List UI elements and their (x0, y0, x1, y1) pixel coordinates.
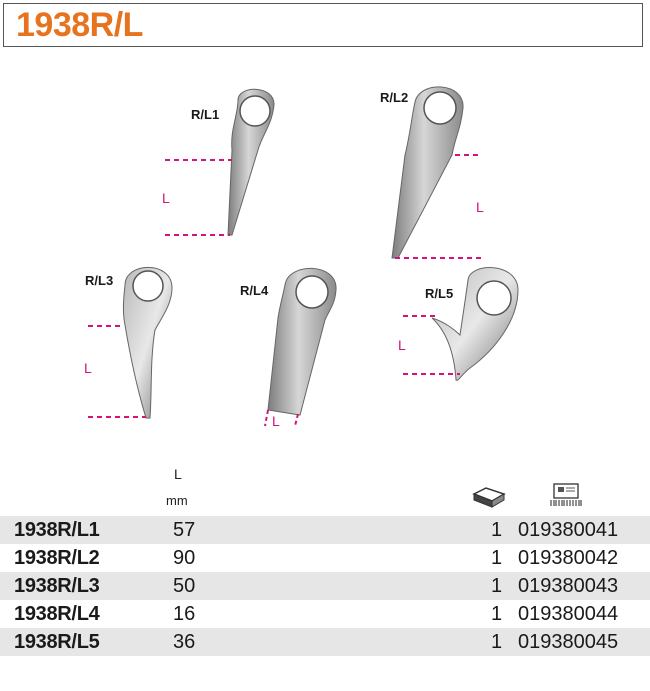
barcode-icon (548, 483, 584, 507)
table-row (0, 628, 650, 656)
blade-label-rl4: R/L4 (240, 283, 269, 298)
column-header-length: L (174, 466, 182, 482)
quantity-value: 1 (491, 631, 503, 653)
dim-label-l2: L (476, 199, 484, 215)
length-value: 50 (173, 575, 196, 597)
quantity-value: 1 (491, 547, 503, 569)
blade-rl5 (425, 268, 518, 381)
table-row (0, 600, 650, 628)
product-code: 1938R/L4 (14, 603, 100, 625)
dim-line (295, 414, 298, 426)
blades-illustration (0, 60, 650, 460)
article-number: 019380042 (518, 547, 619, 569)
dim-label-l5: L (398, 337, 406, 353)
blade-label-rl3: R/L3 (85, 273, 114, 288)
dim-label-l3: L (84, 360, 92, 376)
length-value: 57 (173, 519, 196, 541)
column-header-unit: mm (166, 493, 188, 508)
blade-label-rl2: R/L2 (380, 90, 409, 105)
table-row (0, 544, 650, 572)
length-value: 90 (173, 547, 196, 569)
blade-rl1 (191, 89, 274, 235)
page-title: 1938R/L (16, 6, 143, 44)
table-row (0, 516, 650, 544)
blade-rl2 (380, 87, 463, 258)
package-icon (472, 486, 506, 508)
dim-line (265, 410, 268, 426)
dim-label-l4: L (272, 413, 280, 429)
quantity-value: 1 (491, 519, 503, 541)
table-row (0, 572, 650, 600)
product-code: 1938R/L5 (14, 631, 100, 653)
blade-label-rl1: R/L1 (191, 107, 220, 122)
blade-label-rl5: R/L5 (425, 286, 454, 301)
quantity-value: 1 (491, 603, 503, 625)
quantity-value: 1 (491, 575, 503, 597)
dim-label-l1: L (162, 190, 170, 206)
blade-rl3 (85, 267, 172, 418)
article-number: 019380045 (518, 631, 619, 653)
product-code: 1938R/L3 (14, 575, 100, 597)
article-number: 019380044 (518, 603, 619, 625)
product-table (0, 516, 650, 656)
title-box (3, 3, 643, 47)
blade-rl4 (240, 268, 336, 415)
length-value: 36 (173, 631, 196, 653)
article-number: 019380043 (518, 575, 619, 597)
product-code: 1938R/L1 (14, 519, 100, 541)
article-number: 019380041 (518, 519, 619, 541)
length-value: 16 (173, 603, 196, 625)
product-code: 1938R/L2 (14, 547, 100, 569)
